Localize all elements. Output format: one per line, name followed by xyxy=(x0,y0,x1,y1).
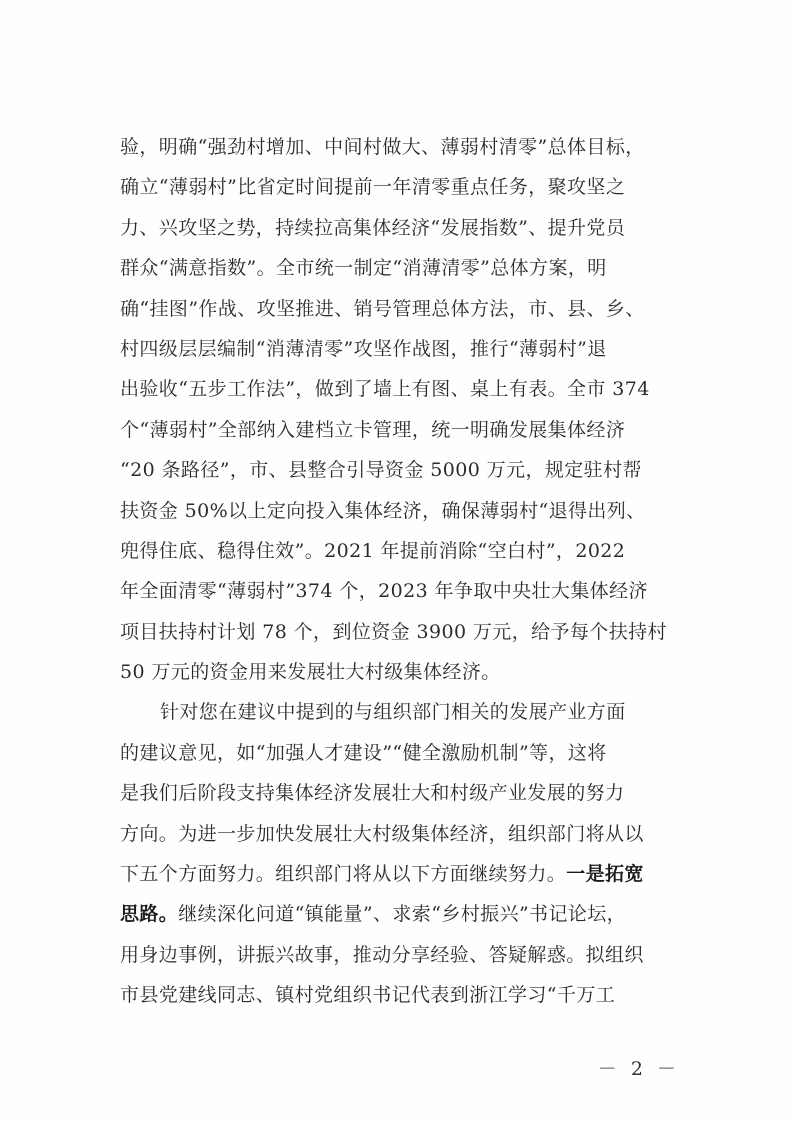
body-text xyxy=(120,134,686,1023)
text-line: 确立“薄弱村”比省定时间提前一年清零重点任务，聚攻坚之 xyxy=(120,176,626,199)
text-line: 出验收“五步工作法”，做到了墙上有图、桌上有表。全市 374 xyxy=(120,378,650,401)
text-line: 力、兴攻坚之势，持续拉高集体经济“发展指数”、提升党员 xyxy=(120,216,626,239)
text-line: 扶资金 50%以上定向投入集体经济，确保薄弱村“退得出列、 xyxy=(120,499,646,522)
text-line: 年全面清零“薄弱村”374 个，2023 年争取中央壮大集体经济 xyxy=(120,580,648,603)
bold-heading-fragment: 思路。 xyxy=(120,903,179,926)
text-line: 是我们后阶段支持集体经济发展壮大和村级产业发展的努力 xyxy=(120,782,625,805)
text-run: 继续深化问道“镇能量”、求索“乡村振兴”书记论坛， xyxy=(178,903,627,926)
text-line: 确“挂图”作战、攻坚推进、销号管理总体方法，市、县、乡、 xyxy=(120,297,645,320)
text-line: 用身边事例，讲振兴故事，推动分享经验、答疑解惑。拟组织 xyxy=(120,943,644,966)
bold-heading-fragment: 一是拓宽 xyxy=(566,863,644,886)
text-line: 方向。为进一步加快发展壮大村级集体经济，组织部门将从以 xyxy=(120,822,644,845)
text-line: 群众“满意指数”。全市统一制定“消薄清零”总体方案，明 xyxy=(120,257,607,280)
text-line: 50 万元的资金用来发展壮大村级集体经济。 xyxy=(120,661,501,684)
text-line: “20 条路径”，市、县整合引导资金 5000 万元，规定驻村帮 xyxy=(120,459,642,482)
text-line: 兜得住底、稳得住效”。2021 年提前消除“空白村”，2022 xyxy=(120,539,626,562)
text-line: 针对您在建议中提到的与组织部门相关的发展产业方面 xyxy=(160,701,626,724)
text-line xyxy=(120,861,686,901)
text-line: 的建议意见，如“加强人才建设”“健全激励机制”等，这将 xyxy=(120,741,607,764)
text-line xyxy=(120,901,686,941)
text-run: 下五个方面努力。组织部门将从以下方面继续努力。 xyxy=(120,863,567,886)
text-line: 市县党建线同志、镇村党组织书记代表到浙江学习“千万工 xyxy=(120,984,616,1007)
text-line: 个“薄弱村”全部纳入建档立卡管理，统一明确发展集体经济 xyxy=(120,418,626,441)
text-line: 村四级层层编制“消薄清零”攻坚作战图，推行“薄弱村”退 xyxy=(120,337,607,360)
page-number: － 2 － xyxy=(597,1058,680,1080)
text-line: 验，明确“强劲村增加、中间村做大、薄弱村清零”总体目标， xyxy=(120,136,645,158)
text-line: 项目扶持村计划 78 个，到位资金 3900 万元，给予每个扶持村 xyxy=(120,620,667,643)
